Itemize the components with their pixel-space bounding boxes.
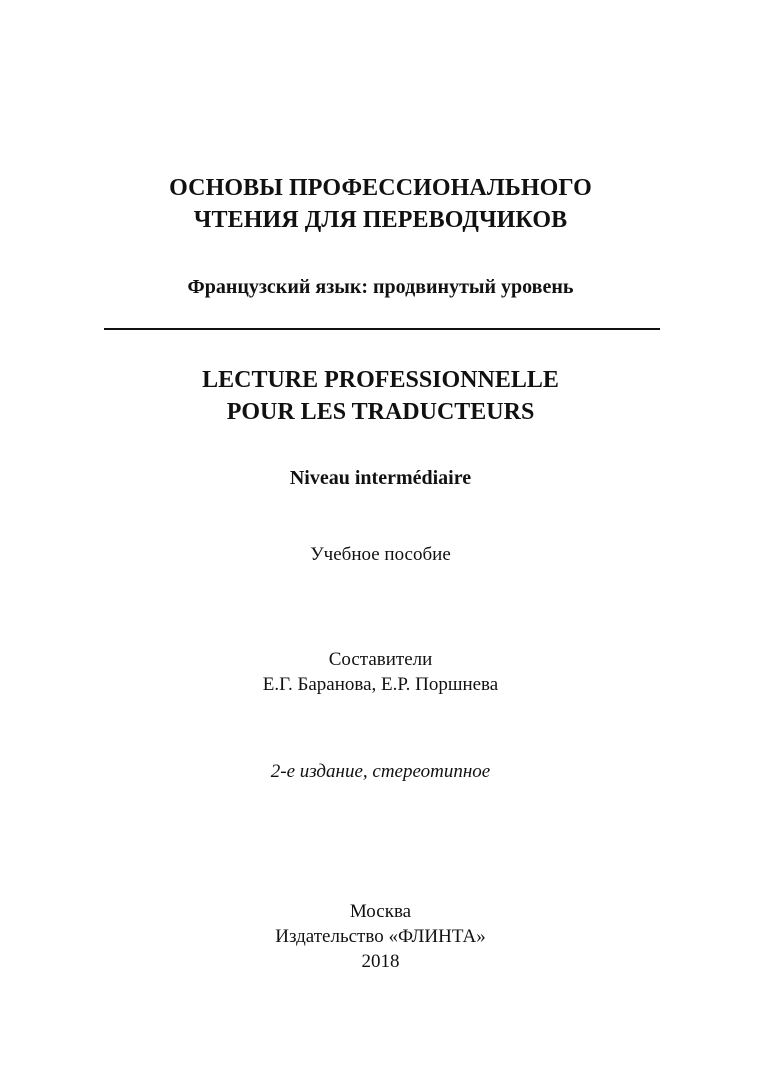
edition-note: 2-е издание, стереотипное [270,761,491,782]
horizontal-divider [104,328,660,330]
russian-subtitle: Французский язык: продвинутый уровень [187,276,574,298]
french-title-line-2: POUR LES TRADUCTEURS [226,399,535,425]
french-title-line-1: LECTURE PROFESSIONNELLE [202,367,559,393]
imprint-city: Москва [349,901,412,922]
russian-title-line-1: ОСНОВЫ ПРОФЕССИОНАЛЬНОГО [169,175,592,201]
russian-title-line-2: ЧТЕНИЯ ДЛЯ ПЕРЕВОДЧИКОВ [193,207,568,233]
imprint-year: 2018 [361,951,400,972]
imprint-publisher: Издательство «ФЛИНТА» [275,926,486,947]
book-type: Учебное пособие [310,544,451,565]
french-subtitle: Niveau intermédiaire [289,467,472,489]
compilers-label: Составители [328,649,433,670]
compilers-names: Е.Г. Баранова, Е.Р. Поршнева [262,674,499,695]
